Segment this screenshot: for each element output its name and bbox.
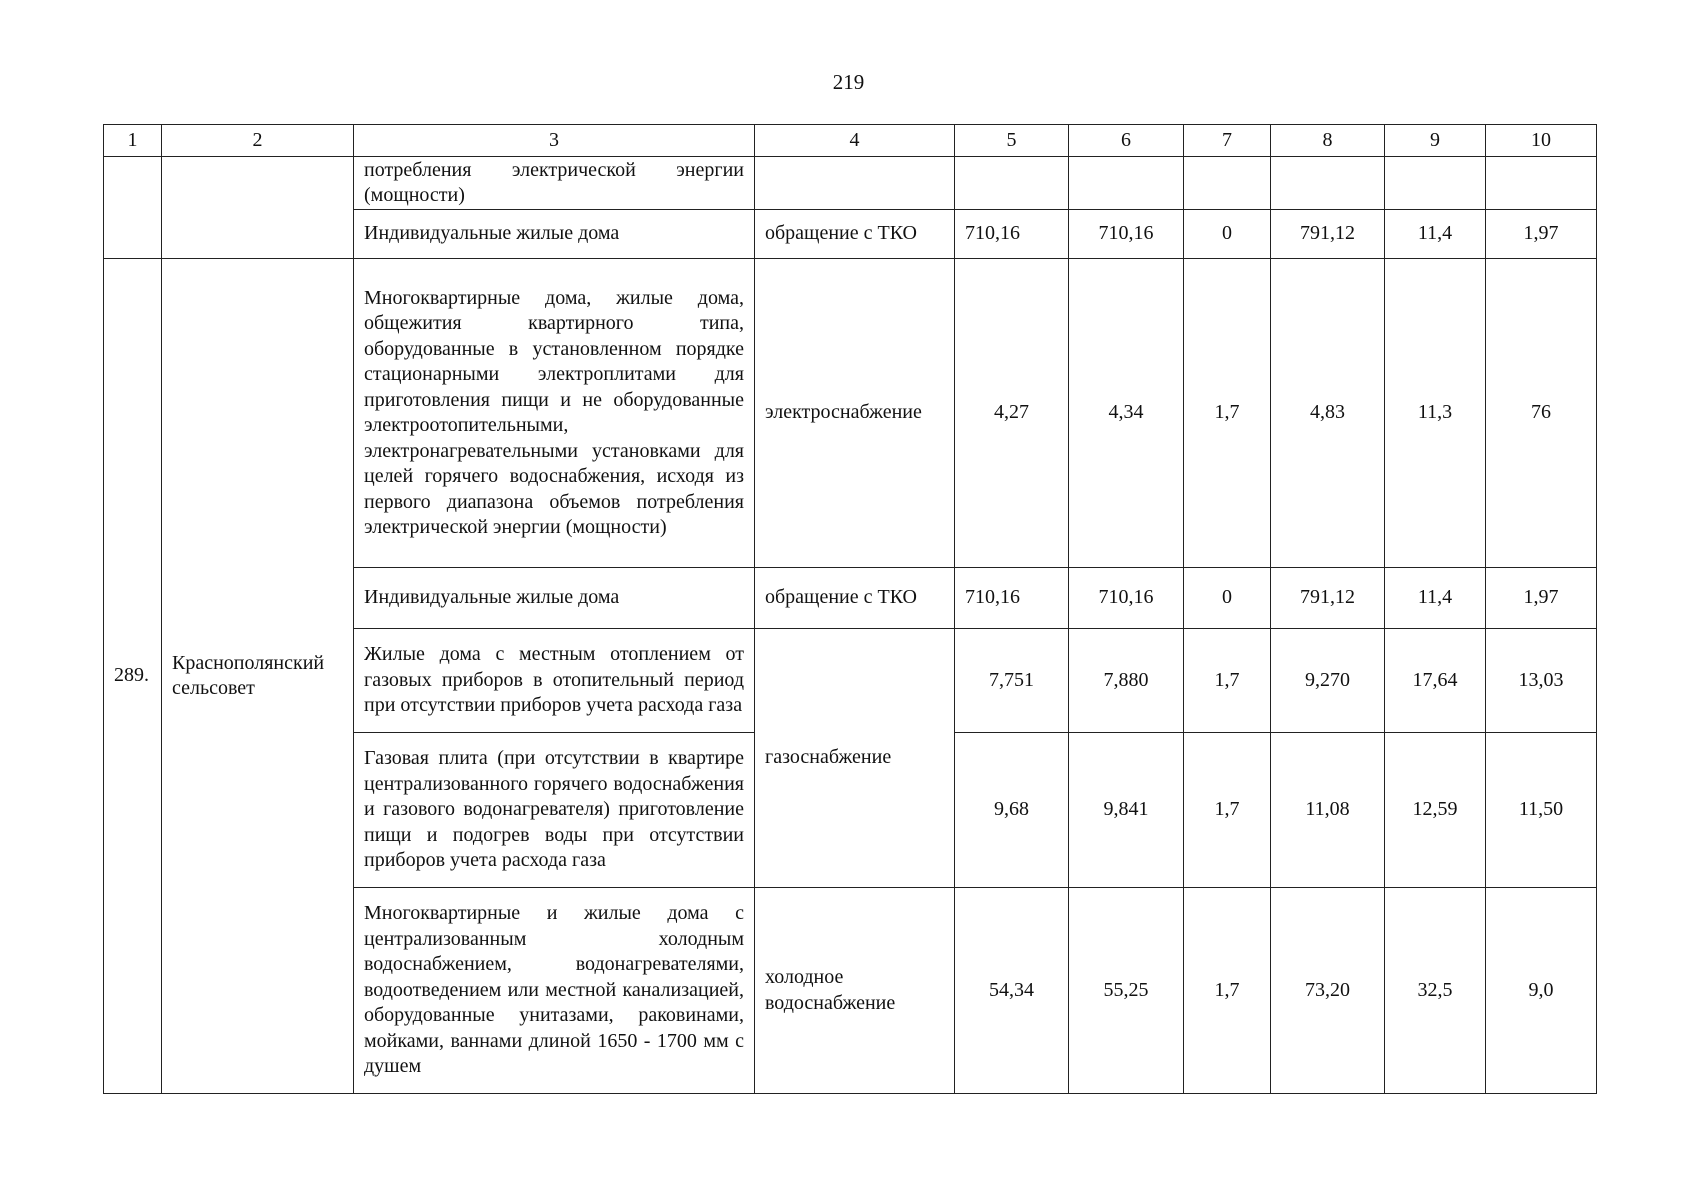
service-cell: холодное водоснабжение bbox=[755, 888, 955, 1094]
value-cell bbox=[1486, 157, 1597, 210]
column-header: 8 bbox=[1271, 125, 1385, 157]
value-cell: 17,64 bbox=[1385, 629, 1486, 733]
table-row bbox=[104, 259, 1597, 568]
value-cell: 1,7 bbox=[1184, 259, 1271, 568]
value-cell: 791,12 bbox=[1271, 210, 1385, 259]
column-header: 2 bbox=[162, 125, 354, 157]
column-header: 9 bbox=[1385, 125, 1486, 157]
value-cell bbox=[1069, 157, 1184, 210]
consumer-category-cell: Жилые дома с местным отоплением от газовых приборов в отопительный период при отсутствии приборов учета расхода газа bbox=[354, 629, 755, 733]
consumer-category-cell: Индивидуальные жилые дома bbox=[354, 568, 755, 629]
value-cell: 1,7 bbox=[1184, 888, 1271, 1094]
value-cell: 9,841 bbox=[1069, 733, 1184, 888]
value-cell: 710,16 bbox=[955, 568, 1069, 629]
value-cell bbox=[1184, 157, 1271, 210]
entry-name-cell: Краснополянский сельсовет bbox=[162, 259, 354, 1094]
value-cell: 4,83 bbox=[1271, 259, 1385, 568]
value-cell: 1,97 bbox=[1486, 210, 1597, 259]
value-cell: 4,34 bbox=[1069, 259, 1184, 568]
column-header: 6 bbox=[1069, 125, 1184, 157]
value-cell: 7,751 bbox=[955, 629, 1069, 733]
value-cell bbox=[1271, 157, 1385, 210]
consumer-category-cell: Многоквартирные и жилые дома с централизованным холодным водоснабжением, водонагревателями, водоотведением или местной канализацией, оборудованные унитазами, раковинами, мойками, ваннами длиной 1650 - 1700 мм с душем bbox=[354, 888, 755, 1094]
entry-number-cell bbox=[104, 157, 162, 259]
service-cell: обращение с ТКО bbox=[755, 568, 955, 629]
column-header: 5 bbox=[955, 125, 1069, 157]
value-cell: 11,4 bbox=[1385, 568, 1486, 629]
service-cell: обращение с ТКО bbox=[755, 210, 955, 259]
value-cell: 76 bbox=[1486, 259, 1597, 568]
value-cell: 32,5 bbox=[1385, 888, 1486, 1094]
consumer-category-cell: Индивидуальные жилые дома bbox=[354, 210, 755, 259]
entry-name-cell bbox=[162, 157, 354, 259]
value-cell: 7,880 bbox=[1069, 629, 1184, 733]
value-cell: 710,16 bbox=[955, 210, 1069, 259]
column-header: 3 bbox=[354, 125, 755, 157]
column-header: 1 bbox=[104, 125, 162, 157]
value-cell: 4,27 bbox=[955, 259, 1069, 568]
column-header: 7 bbox=[1184, 125, 1271, 157]
value-cell: 11,3 bbox=[1385, 259, 1486, 568]
table-row bbox=[104, 157, 1597, 210]
value-cell bbox=[1385, 157, 1486, 210]
value-cell: 11,50 bbox=[1486, 733, 1597, 888]
column-header: 4 bbox=[755, 125, 955, 157]
value-cell: 710,16 bbox=[1069, 210, 1184, 259]
value-cell: 0 bbox=[1184, 568, 1271, 629]
value-cell: 55,25 bbox=[1069, 888, 1184, 1094]
consumer-category-cell: Многоквартирные дома, жилые дома, общежития квартирного типа, оборудованные в установленном порядке стационарными электроплитами для приготовления пищи и не оборудованные электроотопительными, электронагревательными установками для целей горячего водоснабжения, исходя из первого диапазона объемов потребления электрической энергии (мощности) bbox=[354, 259, 755, 568]
value-cell: 1,97 bbox=[1486, 568, 1597, 629]
value-cell: 791,12 bbox=[1271, 568, 1385, 629]
value-cell: 1,7 bbox=[1184, 629, 1271, 733]
value-cell: 11,08 bbox=[1271, 733, 1385, 888]
value-cell: 73,20 bbox=[1271, 888, 1385, 1094]
value-cell: 710,16 bbox=[1069, 568, 1184, 629]
consumer-category-cell: потребления электрической энергии (мощности) bbox=[354, 157, 755, 210]
value-cell: 1,7 bbox=[1184, 733, 1271, 888]
service-cell: газоснабжение bbox=[755, 629, 955, 888]
page-number: 219 bbox=[832, 70, 865, 94]
column-number-header-row bbox=[104, 125, 1597, 157]
service-cell: электроснабжение bbox=[755, 259, 955, 568]
value-cell: 9,0 bbox=[1486, 888, 1597, 1094]
consumer-category-cell: Газовая плита (при отсутствии в квартире централизованного горячего водоснабжения и газового водонагревателя) приготовление пищи и подогрев воды при отсутствии приборов учета расхода газа bbox=[354, 733, 755, 888]
value-cell: 9,68 bbox=[955, 733, 1069, 888]
value-cell: 54,34 bbox=[955, 888, 1069, 1094]
column-header: 10 bbox=[1486, 125, 1597, 157]
value-cell bbox=[955, 157, 1069, 210]
value-cell: 11,4 bbox=[1385, 210, 1486, 259]
value-cell: 9,270 bbox=[1271, 629, 1385, 733]
value-cell: 12,59 bbox=[1385, 733, 1486, 888]
value-cell: 0 bbox=[1184, 210, 1271, 259]
tariff-table bbox=[103, 124, 1597, 1094]
entry-number-cell: 289. bbox=[104, 259, 162, 1094]
service-cell bbox=[755, 157, 955, 210]
value-cell: 13,03 bbox=[1486, 629, 1597, 733]
